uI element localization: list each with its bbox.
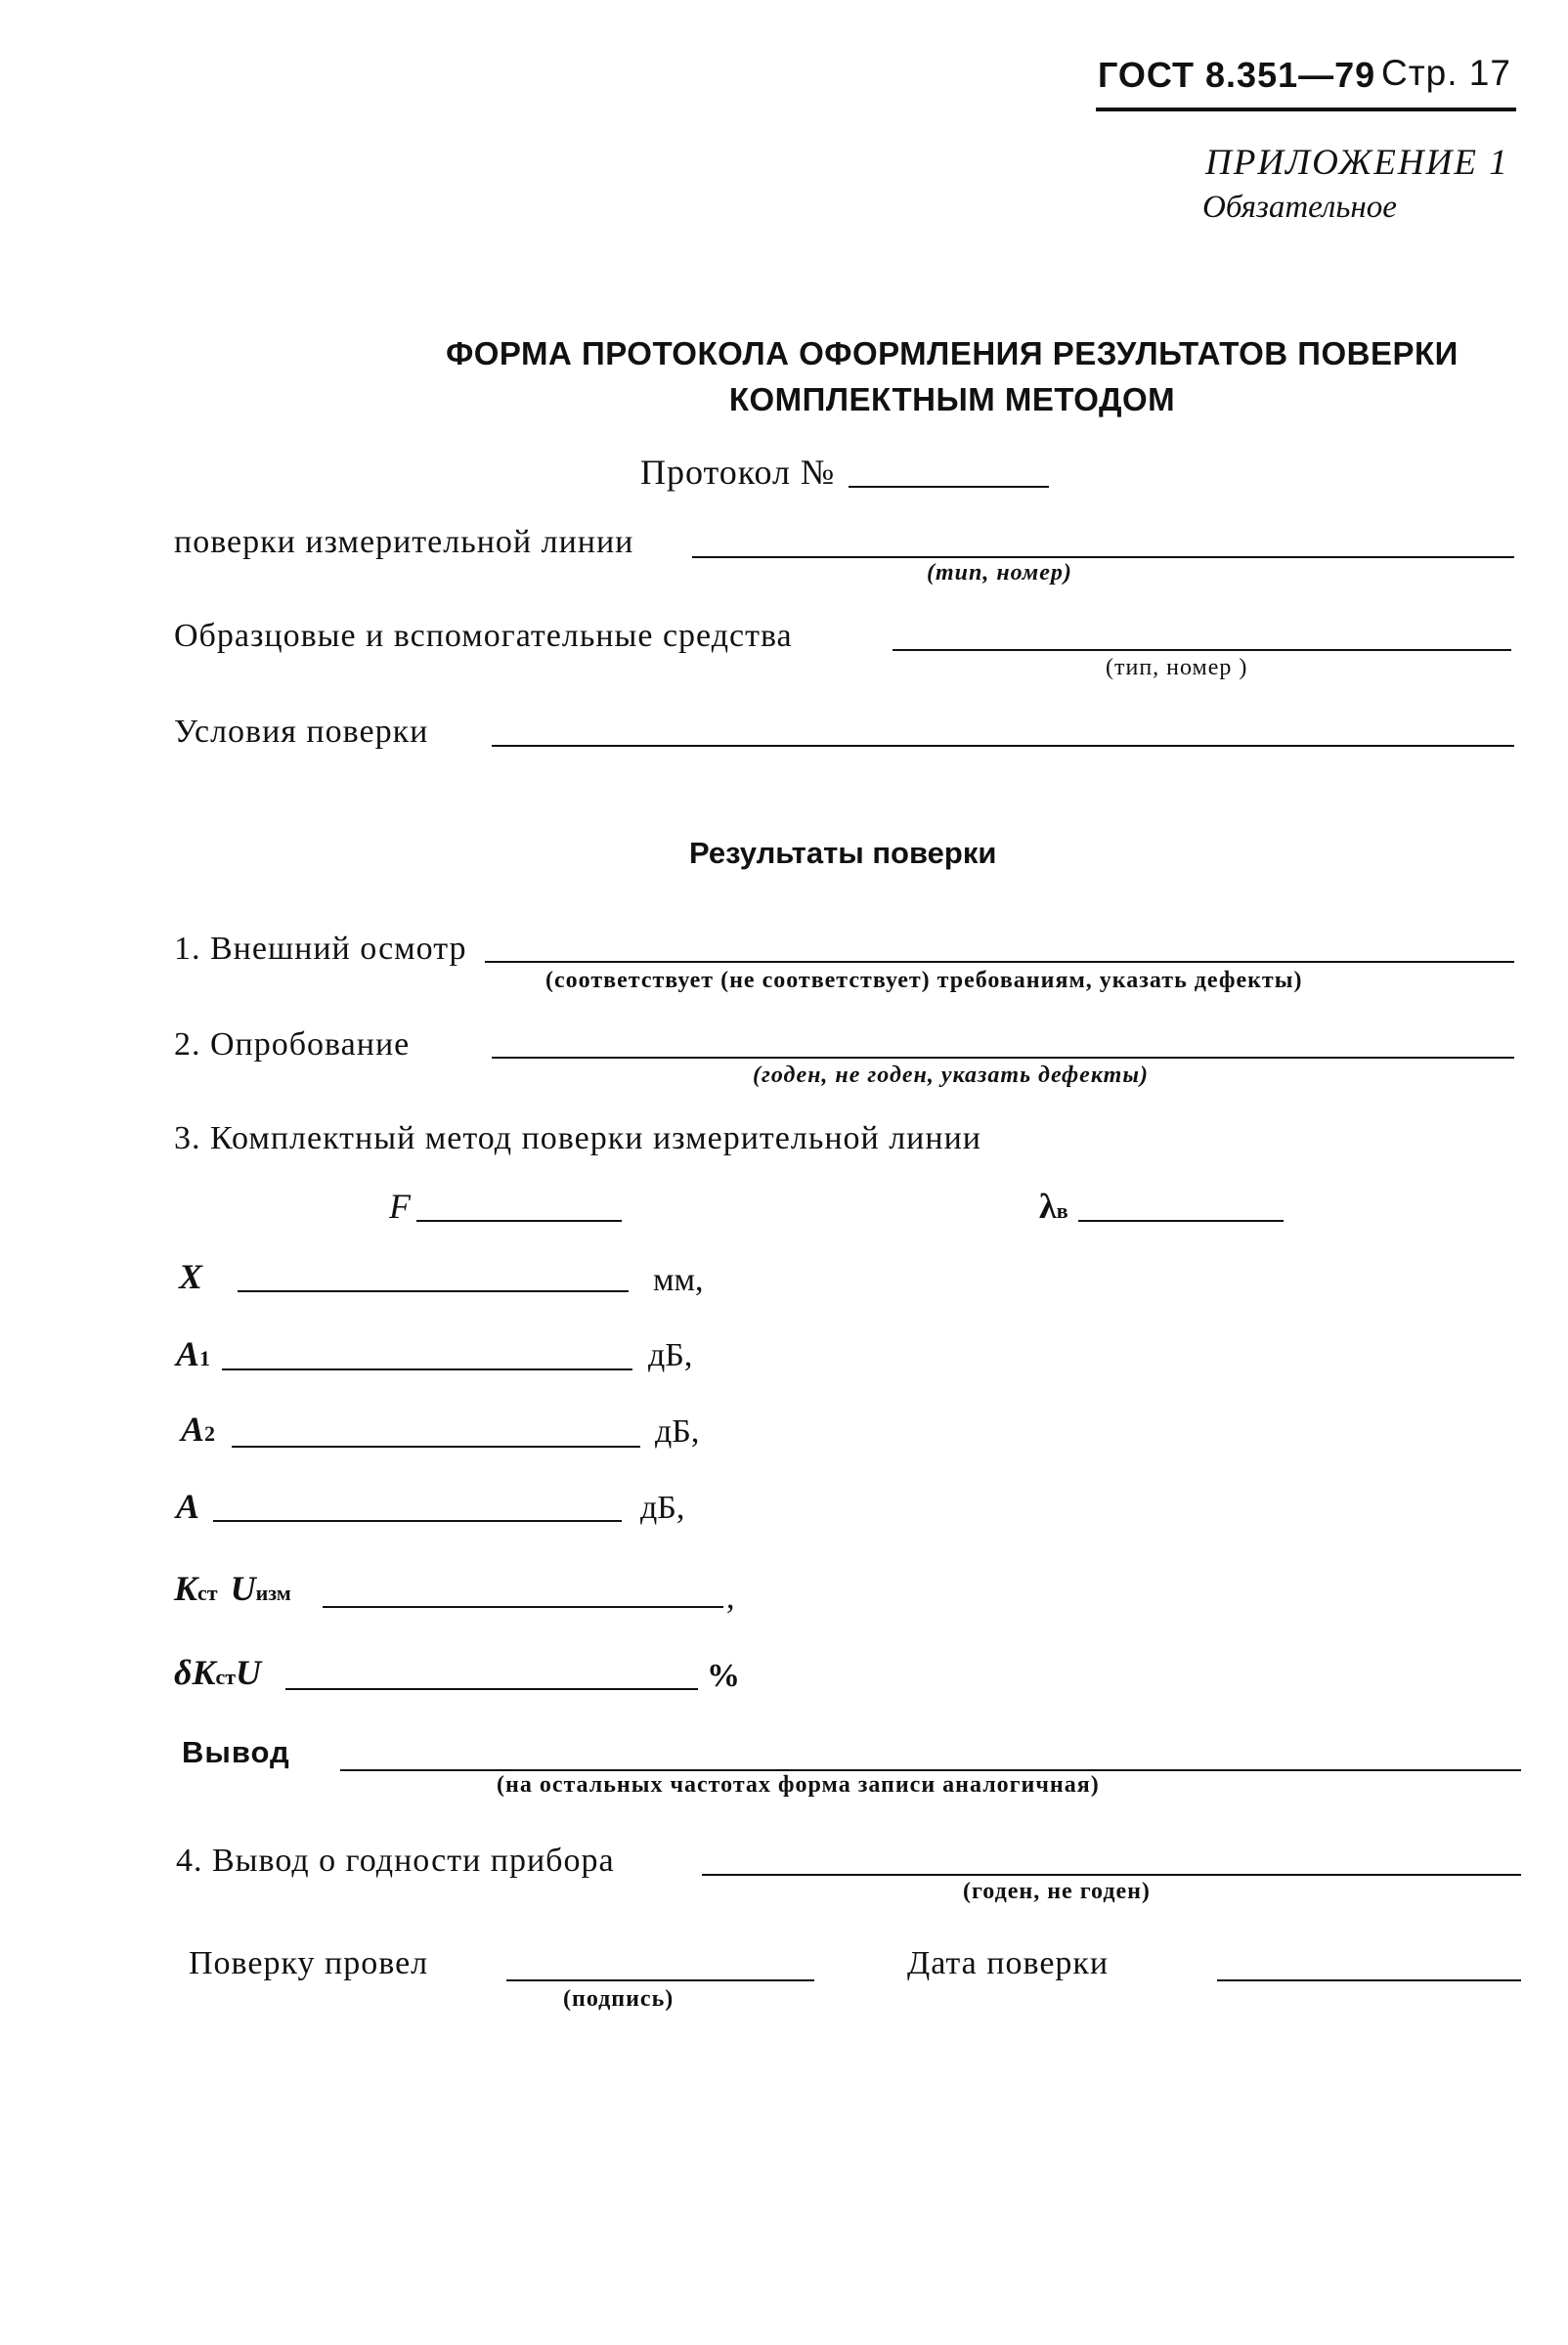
lambda-subscript: в <box>1056 1198 1068 1223</box>
item2-field[interactable] <box>492 1057 1514 1059</box>
signature-caption: (подпись) <box>563 1986 675 2012</box>
deltaK-char: δK <box>174 1653 216 1692</box>
means-field[interactable] <box>893 649 1511 651</box>
item4-field[interactable] <box>702 1874 1521 1876</box>
verification-line-field[interactable] <box>692 556 1514 558</box>
protocol-label: Протокол № <box>640 453 836 492</box>
A1-subscript: 1 <box>199 1346 211 1370</box>
item3-complete-method: 3. Комплектный метод поверки измерительной линии <box>174 1120 981 1156</box>
lambda-symbol <box>1039 1186 1068 1227</box>
X-field[interactable] <box>238 1290 629 1292</box>
A1-field[interactable] <box>222 1368 632 1370</box>
deltaK-subscript: ст <box>215 1665 237 1689</box>
appendix-status: Обязательное <box>1202 190 1397 225</box>
KU-field[interactable] <box>323 1606 723 1608</box>
A1-char: A <box>176 1334 200 1373</box>
protocol-number-field[interactable] <box>849 486 1049 488</box>
A-unit: дБ, <box>640 1490 685 1526</box>
KU-unit: , <box>726 1580 735 1616</box>
conclusion-caption: (на остальных частотах форма записи аналогичная) <box>497 1772 1100 1798</box>
page-number: Стр. 17 <box>1381 53 1511 93</box>
item1-field[interactable] <box>485 961 1514 963</box>
means-label: Образцовые и вспомогательные средства <box>174 618 793 654</box>
date-field[interactable] <box>1217 1979 1521 1981</box>
performed-by-label: Поверку провел <box>189 1945 429 1981</box>
conditions-label: Условия поверки <box>174 714 429 750</box>
item2-caption: (годен, не годен, указать дефекты) <box>753 1063 1149 1088</box>
form-title-line1: ФОРМА ПРОТОКОЛА ОФОРМЛЕНИЯ РЕЗУЛЬТАТОВ ПОВЕРКИ <box>446 335 1459 371</box>
conditions-field[interactable] <box>492 745 1514 747</box>
K-char: K <box>174 1569 198 1608</box>
lambda-field[interactable] <box>1078 1220 1284 1222</box>
results-heading: Результаты поверки <box>689 836 997 870</box>
verification-line-label: поверки измерительной линии <box>174 524 634 560</box>
lambda-char: λ <box>1039 1187 1057 1226</box>
type-number-caption: (тип, номер) <box>927 560 1072 586</box>
A2-field[interactable] <box>232 1446 640 1448</box>
deltaK-symbol <box>174 1652 261 1693</box>
date-label: Дата поверки <box>907 1945 1110 1981</box>
deltaU-char: U <box>236 1653 262 1692</box>
form-title-line2: КОМПЛЕКТНЫМ МЕТОДОМ <box>728 381 1176 417</box>
item2-testing: 2. Опробование <box>174 1026 411 1063</box>
conclusion-field[interactable] <box>340 1769 1521 1771</box>
F-symbol: F <box>389 1187 411 1226</box>
A-field[interactable] <box>213 1520 622 1522</box>
conclusion-label: Вывод <box>182 1735 290 1769</box>
A2-subscript: 2 <box>204 1421 216 1446</box>
appendix-title: ПРИЛОЖЕНИЕ 1 <box>1205 143 1509 183</box>
K-subscript: ст <box>197 1581 218 1605</box>
standard-number: ГОСТ 8.351—79 <box>1098 55 1376 95</box>
A2-char: A <box>181 1410 205 1449</box>
X-symbol: X <box>179 1257 203 1296</box>
A1-symbol <box>176 1333 210 1374</box>
U-subscript: изм <box>255 1581 291 1605</box>
type-number-caption-2: (тип, номер ) <box>1106 655 1248 680</box>
A2-symbol <box>181 1409 215 1450</box>
deltaK-unit: % <box>707 1658 740 1694</box>
F-field[interactable] <box>416 1220 622 1222</box>
item1-external-inspection: 1. Внешний осмотр <box>174 931 467 967</box>
A2-unit: дБ, <box>655 1413 700 1450</box>
deltaK-field[interactable] <box>285 1688 698 1690</box>
X-unit: мм, <box>653 1262 704 1298</box>
item1-caption: (соответствует (не соответствует) требованиям, указать дефекты) <box>545 968 1303 993</box>
item4-caption: (годен, не годен) <box>963 1879 1151 1904</box>
A1-unit: дБ, <box>648 1337 693 1373</box>
header-rule <box>1096 108 1516 111</box>
U-char: U <box>230 1569 256 1608</box>
A-symbol: A <box>176 1487 200 1526</box>
signature-field[interactable] <box>506 1979 814 1981</box>
K-symbol <box>174 1568 291 1609</box>
item4-fitness-conclusion: 4. Вывод о годности прибора <box>176 1843 615 1879</box>
